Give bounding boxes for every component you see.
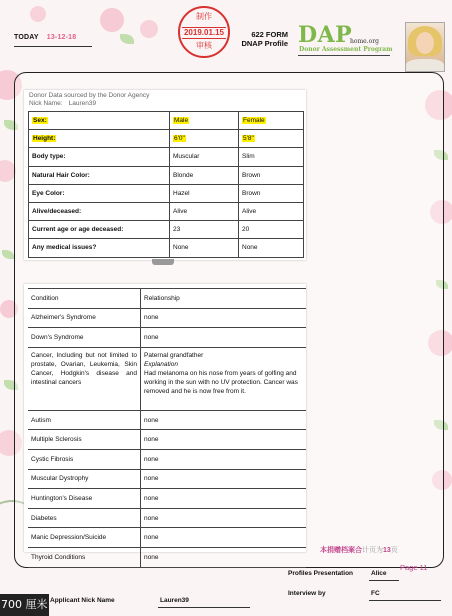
row-label: [29, 112, 170, 130]
today-date: 13-12-18: [46, 34, 77, 41]
dap-logo: DAP: [298, 22, 353, 48]
nick-name-label: Nick Name:: [29, 100, 63, 107]
male-value-text: Hazel: [173, 189, 190, 197]
condition-cell: Autism: [28, 410, 141, 430]
applicant-nick-label: Applicant Nick Name: [50, 597, 115, 604]
relationship-cell: none: [141, 528, 307, 548]
profiles-presentation-value: Alice: [371, 570, 387, 577]
interview-value: FC: [371, 590, 380, 597]
today-label: TODAY: [14, 34, 39, 41]
table-row: [28, 528, 306, 548]
table-row: [29, 184, 304, 202]
female-value-text: 20: [242, 226, 250, 234]
relationship-cell: none: [141, 449, 307, 469]
today-underline: [14, 46, 92, 47]
leaf-decoration: [2, 250, 14, 259]
female-value: [239, 130, 304, 148]
page-count-prefix: 本捐赠档案合: [320, 547, 362, 554]
condition-cell: Diabetes: [28, 508, 141, 528]
male-value: [170, 112, 239, 130]
column-header-relationship: Relationship: [141, 289, 307, 309]
scroll-handle[interactable]: [152, 259, 174, 265]
form-name: DNAP Profile: [241, 39, 288, 48]
stamp-top-text: 制作: [196, 12, 212, 21]
female-value: [239, 221, 304, 239]
condition-cell: Down's Syndrome: [28, 328, 141, 348]
table-row: [28, 547, 306, 567]
table-row: [28, 347, 306, 410]
relationship-cell: none: [141, 308, 307, 328]
stamp-bottom-text: 审核: [196, 41, 212, 50]
condition-cell: Multiple Sclerosis: [28, 430, 141, 450]
measure-label: 700 厘米: [0, 594, 49, 616]
page-number: Page 11: [400, 563, 428, 572]
male-value: [170, 148, 239, 166]
condition-cell: Cystic Fibrosis: [28, 449, 141, 469]
condition-cell: Huntington's Disease: [28, 489, 141, 509]
relationship-text: Paternal grandfather: [144, 351, 204, 359]
female-value-text: Brown: [242, 189, 261, 197]
male-value: [170, 239, 239, 257]
explanation-label-text: Explanation: [144, 360, 178, 368]
female-value: [239, 184, 304, 202]
interview-label: Interview by: [288, 590, 326, 597]
table-row: [28, 308, 306, 328]
relationship-cell: none: [141, 489, 307, 509]
row-label-text: Any medical issues?: [32, 244, 97, 252]
applicant-nick-value: Lauren39: [160, 597, 189, 604]
logo-underline: [298, 55, 390, 56]
male-value-text: Male: [174, 117, 189, 125]
flower-decoration: [30, 6, 46, 22]
table-row: [29, 112, 304, 130]
table-row: [29, 130, 304, 148]
relationship-cell: none: [141, 410, 307, 430]
female-value-text: Slim: [242, 153, 255, 161]
profiles-underline: [369, 580, 399, 581]
leaf-decoration: [120, 34, 134, 44]
condition-cell: Cancer, Including but not limited to prostate, Ovarian, Leukemia, Skin Cancer, Hodgkin's disease and intestinal cancers: [28, 347, 141, 410]
relationship-cell: none: [141, 508, 307, 528]
row-label-text: Body type:: [32, 153, 66, 161]
donor-data-sheet: [24, 90, 306, 260]
donor-data-table: [28, 111, 304, 258]
row-label-text: Height:: [33, 135, 56, 143]
table-row: [29, 166, 304, 184]
female-value-text: Female: [243, 117, 265, 125]
source-title: Donor Data sourced by the Donor Agency: [29, 92, 150, 99]
row-label: [29, 130, 170, 148]
row-label: [29, 148, 170, 166]
stamp-date: 2019.01.15: [183, 28, 225, 37]
table-row: [28, 469, 306, 489]
male-value: [170, 130, 239, 148]
flower-decoration: [140, 20, 158, 38]
nick-name-line: [29, 100, 149, 108]
condition-cell: Muscular Dystrophy: [28, 469, 141, 489]
medical-history-table: [28, 288, 306, 568]
female-value-text: 5'8": [243, 135, 254, 143]
page-count-number: 13: [383, 547, 391, 554]
row-label: [29, 166, 170, 184]
table-row: [28, 410, 306, 430]
row-label-text: Eye Color:: [32, 189, 65, 197]
male-value-text: 23: [173, 226, 181, 234]
male-value-text: Blonde: [173, 171, 194, 179]
nick-name-value: Lauren39: [68, 100, 97, 107]
explanation-text: Had melanoma on his nose from years of golfing and working in the sun with no UV protection. Cancer was removed and he is now free from it.: [144, 369, 298, 395]
interview-underline: [369, 600, 441, 601]
flower-decoration: [100, 8, 124, 32]
male-value-text: Alive: [173, 208, 188, 216]
female-value: [239, 202, 304, 220]
table-header-row: [28, 289, 306, 309]
profiles-presentation-label: Profiles Presentation: [288, 570, 354, 577]
male-value: [170, 221, 239, 239]
medical-history-sheet: [24, 284, 306, 561]
table-row: [29, 221, 304, 239]
table-row: [29, 202, 304, 220]
review-stamp: [178, 6, 230, 58]
male-value: [170, 202, 239, 220]
condition-cell: Thyroid Conditions: [28, 547, 141, 567]
relationship-cell: none: [141, 547, 307, 567]
row-label-text: Current age or age deceased:: [32, 226, 124, 234]
condition-cell: Alzheimer's Syndrome: [28, 308, 141, 328]
logo-url: home.org: [350, 38, 379, 45]
form-number: 622 FORM: [251, 30, 288, 39]
logo-subtitle: Donor Assessment Program: [299, 46, 393, 53]
relationship-cell: [141, 347, 307, 410]
applicant-nick-underline: [158, 607, 250, 608]
male-value: [170, 184, 239, 202]
female-value-text: Brown: [242, 171, 261, 179]
male-value-text: None: [173, 244, 189, 252]
male-value-text: Muscular: [173, 153, 200, 161]
row-label: [29, 221, 170, 239]
male-value-text: 6'0": [174, 135, 185, 143]
today-field: [14, 34, 76, 41]
female-value: [239, 239, 304, 257]
table-row: [28, 328, 306, 348]
donor-photo: [405, 22, 445, 72]
table-row: [28, 508, 306, 528]
relationship-cell: none: [141, 469, 307, 489]
row-label: [29, 202, 170, 220]
row-label-text: Alive/deceased:: [32, 208, 82, 216]
page-count-suffix: 页: [390, 547, 398, 554]
table-row: [28, 489, 306, 509]
column-header-condition: Condition: [28, 289, 141, 309]
table-row: [28, 430, 306, 450]
source-header: [29, 92, 149, 108]
relationship-cell: none: [141, 328, 307, 348]
row-label-text: Sex:: [33, 117, 47, 125]
female-value: [239, 148, 304, 166]
page-count: [320, 545, 398, 555]
row-label: [29, 184, 170, 202]
row-label-text: Natural Hair Color:: [32, 171, 90, 179]
row-label: [29, 239, 170, 257]
female-value-text: Alive: [242, 208, 257, 216]
female-value-text: None: [242, 244, 258, 252]
form-title: [232, 30, 288, 48]
condition-cell: Manic Depression/Suicide: [28, 528, 141, 548]
female-value: [239, 112, 304, 130]
female-value: [239, 166, 304, 184]
male-value: [170, 166, 239, 184]
table-row: [28, 449, 306, 469]
page-count-middle: 计页为: [362, 547, 383, 554]
relationship-cell: none: [141, 430, 307, 450]
table-row: [29, 148, 304, 166]
